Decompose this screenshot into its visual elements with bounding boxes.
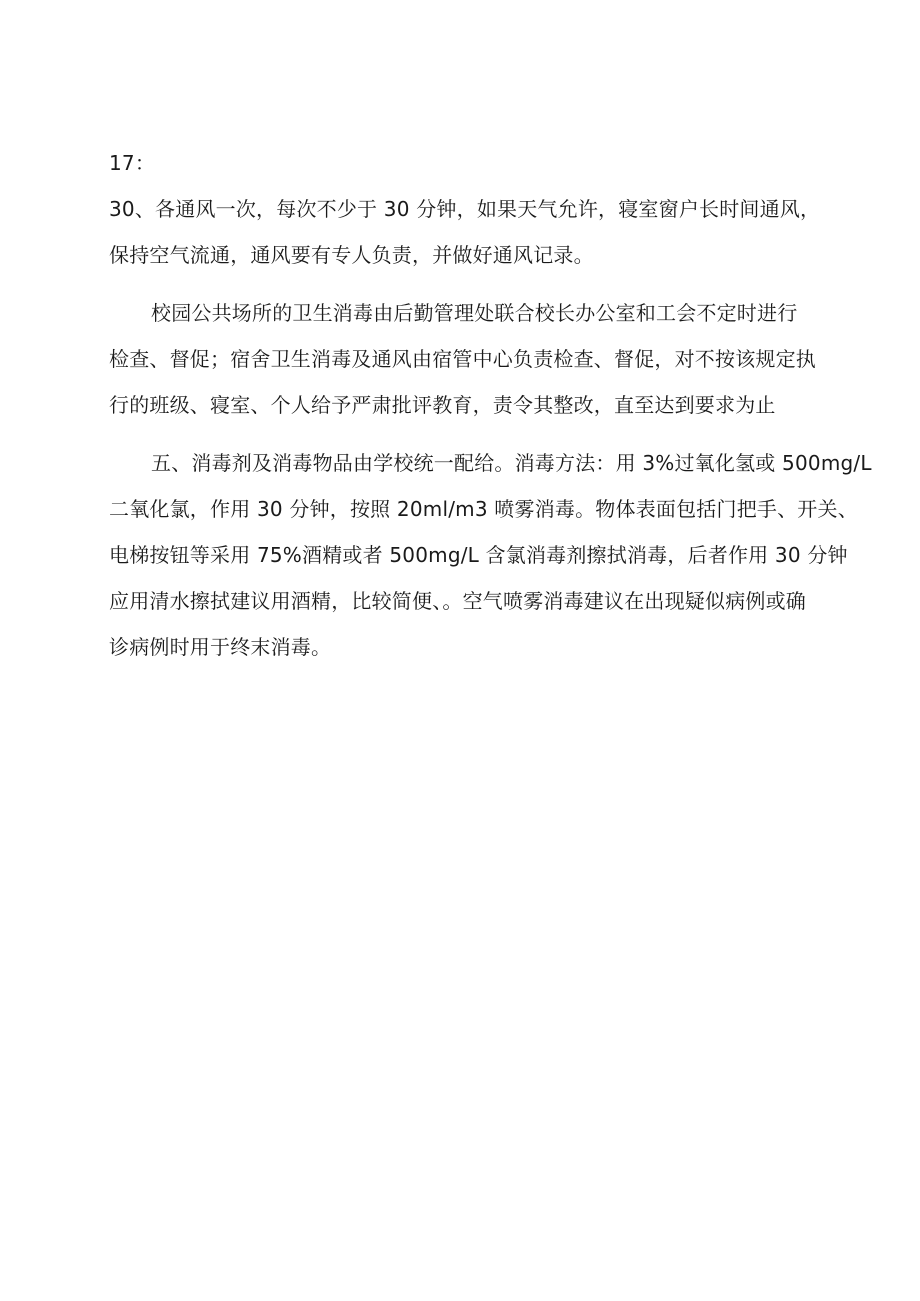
text-line: 五、消毒剂及消毒物品由学校统一配给。消毒方法：用 3%过氧化氢或 500mg/L — [151, 451, 872, 475]
document-body — [109, 140, 872, 670]
text-line: 电梯按钮等采用 75%酒精或者 500mg/L 含氯消毒剂擦拭消毒，后者作用 30 分钟 — [109, 543, 848, 567]
paragraph-inspection — [109, 290, 817, 428]
paragraph-gap — [109, 428, 817, 440]
text-line: 检查、督促；宿舍卫生消毒及通风由宿管中心负责检查、督促，对不按该规定执 — [109, 347, 816, 371]
paragraph-disinfectant — [109, 440, 872, 670]
text-line: 应用清水擦拭建议用酒精，比较简便、。空气喷雾消毒建议在出现疑似病例或确 — [109, 589, 806, 613]
text-line: 行的班级、寝室、个人给予严肃批评教育，责令其整改，直至达到要求为止 — [109, 393, 776, 417]
text-line: 二氧化氯，作用 30 分钟，按照 20ml/m3 喷雾消毒。物体表面包括门把手、开关、 — [109, 497, 858, 521]
text-line: 校园公共场所的卫生消毒由后勤管理处联合校长办公室和工会不定时进行 — [151, 301, 798, 325]
text-line: 30、各通风一次，每次不少于 30 分钟，如果天气允许，寝室窗户长时间通风， — [109, 197, 821, 221]
paragraph-gap — [109, 278, 817, 290]
text-line: 保持空气流通，通风要有专人负责，并做好通风记录。 — [109, 243, 594, 267]
text-line: 17： — [109, 151, 156, 175]
paragraph-ventilation — [109, 140, 821, 278]
text-line: 诊病例时用于终末消毒。 — [109, 635, 332, 659]
